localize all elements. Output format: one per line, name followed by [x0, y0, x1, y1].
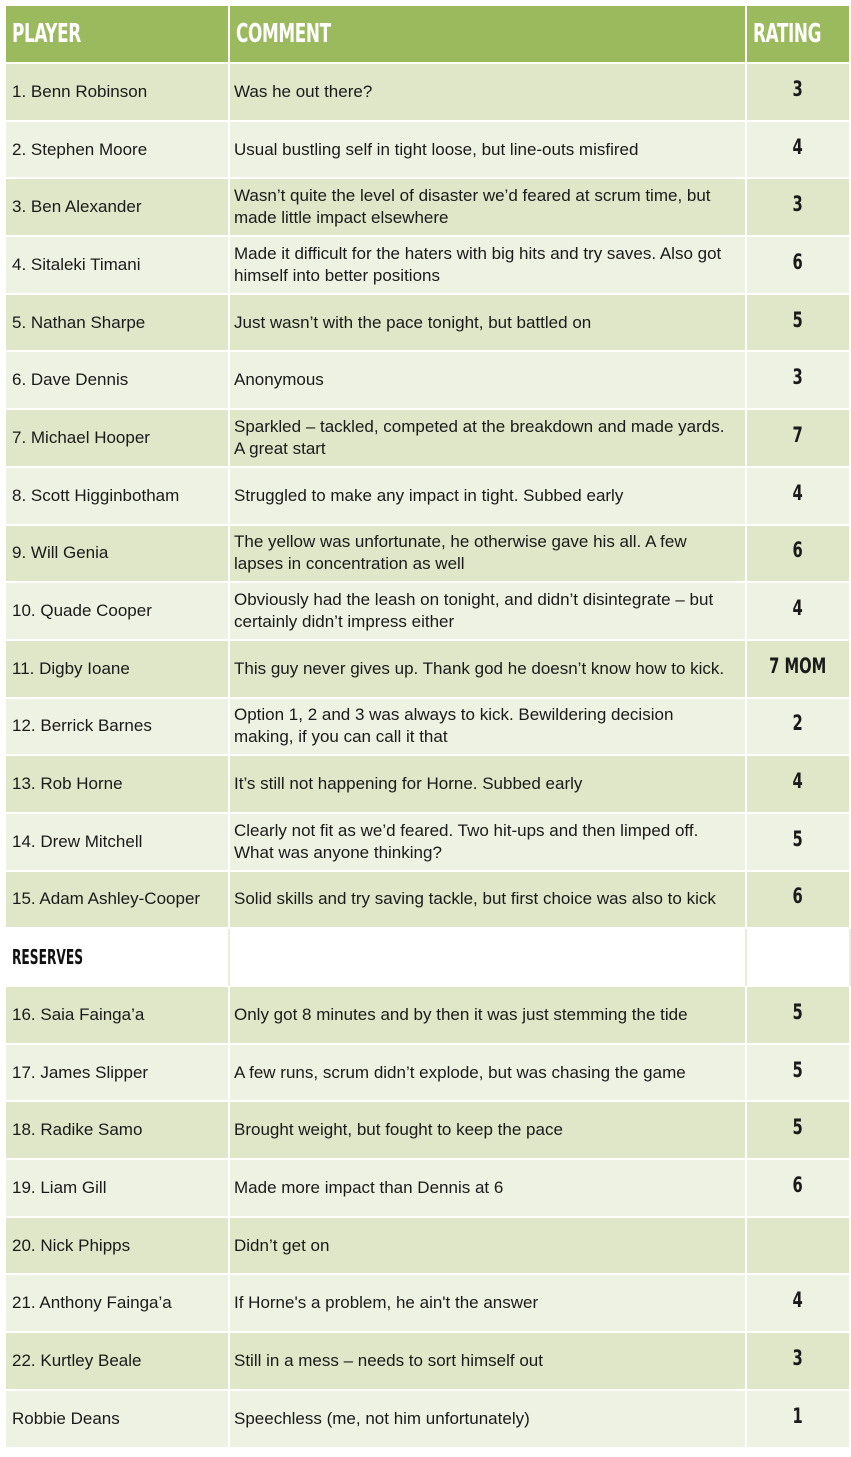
player-name: Robbie Deans — [6, 1391, 230, 1449]
player-rating-cell — [747, 987, 851, 1045]
player-rating: 5 — [792, 1057, 804, 1082]
player-rating: 3 — [792, 365, 804, 390]
player-rating: 6 — [792, 884, 804, 909]
player-name: 5. Nathan Sharpe — [6, 295, 230, 353]
player-name: 17. James Slipper — [6, 1045, 230, 1103]
ratings-table — [6, 6, 851, 1449]
player-rating-cell — [747, 1045, 851, 1103]
player-rating-cell — [747, 295, 851, 353]
header-player: PLAYER — [6, 6, 230, 64]
player-comment: Didn’t get on — [230, 1218, 747, 1276]
player-comment: Wasn’t quite the level of disaster we’d feared at scrum time, but made little impact elsewhere — [230, 179, 747, 237]
player-comment: It’s still not happening for Horne. Subbed early — [230, 756, 747, 814]
player-rating: 7 — [792, 422, 804, 447]
player-name: 14. Drew Mitchell — [6, 814, 230, 872]
player-rating-cell — [747, 814, 851, 872]
player-rating: 3 — [792, 76, 804, 101]
player-rating-cell — [747, 1275, 851, 1333]
player-comment: Sparkled – tackled, competed at the breakdown and made yards. A great start — [230, 410, 747, 468]
player-comment: Still in a mess – needs to sort himself out — [230, 1333, 747, 1391]
player-rating-cell — [747, 583, 851, 641]
player-rating: 5 — [792, 1115, 804, 1140]
player-rating: 1 — [792, 1403, 804, 1428]
player-rating: 4 — [792, 769, 804, 794]
player-comment: Obviously had the leash on tonight, and didn’t disintegrate – but certainly didn’t impress either — [230, 583, 747, 641]
player-name: 19. Liam Gill — [6, 1160, 230, 1218]
player-rating-cell — [747, 1102, 851, 1160]
player-comment: Option 1, 2 and 3 was always to kick. Bewildering decision making, if you can call it that — [230, 699, 747, 757]
player-rating: 3 — [792, 192, 804, 217]
player-name: 1. Benn Robinson — [6, 64, 230, 122]
player-name: 7. Michael Hooper — [6, 410, 230, 468]
player-name: 6. Dave Dennis — [6, 352, 230, 410]
player-comment: Speechless (me, not him unfortunately) — [230, 1391, 747, 1449]
player-name: 16. Saia Fainga’a — [6, 987, 230, 1045]
player-name: 9. Will Genia — [6, 526, 230, 584]
reserves-spacer-comment — [230, 929, 747, 987]
player-rating: 5 — [792, 307, 804, 332]
player-rating-cell — [747, 1218, 851, 1276]
player-name: 11. Digby Ioane — [6, 641, 230, 699]
player-name: 4. Sitaleki Timani — [6, 237, 230, 295]
player-comment: Anonymous — [230, 352, 747, 410]
player-comment: Usual bustling self in tight loose, but line-outs misfired — [230, 122, 747, 180]
player-name: 8. Scott Higginbotham — [6, 468, 230, 526]
reserves-spacer-rating — [747, 929, 851, 987]
player-rating: 4 — [792, 1288, 804, 1313]
player-rating-cell — [747, 179, 851, 237]
player-comment: Just wasn’t with the pace tonight, but battled on — [230, 295, 747, 353]
player-rating-cell — [747, 410, 851, 468]
reserves-heading-cell — [6, 929, 230, 987]
reserves-label: RESERVES — [12, 945, 84, 970]
player-comment: A few runs, scrum didn’t explode, but was chasing the game — [230, 1045, 747, 1103]
player-rating-cell — [747, 237, 851, 295]
header-rating: RATING — [747, 6, 851, 64]
player-rating-cell — [747, 641, 851, 699]
player-comment: Only got 8 minutes and by then it was just stemming the tide — [230, 987, 747, 1045]
player-comment: If Horne's a problem, he ain't the answer — [230, 1275, 747, 1333]
player-comment: The yellow was unfortunate, he otherwise gave his all. A few lapses in concentration as well — [230, 526, 747, 584]
player-comment: Clearly not fit as we’d feared. Two hit-ups and then limped off. What was anyone thinking? — [230, 814, 747, 872]
player-rating-cell — [747, 1391, 851, 1449]
player-name: 22. Kurtley Beale — [6, 1333, 230, 1391]
player-rating: 4 — [792, 134, 804, 159]
player-name: 18. Radike Samo — [6, 1102, 230, 1160]
player-name: 3. Ben Alexander — [6, 179, 230, 237]
player-comment: Solid skills and try saving tackle, but first choice was also to kick — [230, 872, 747, 930]
player-rating-cell — [747, 699, 851, 757]
player-comment: Struggled to make any impact in tight. Subbed early — [230, 468, 747, 526]
player-rating: 6 — [792, 538, 804, 563]
player-rating: 6 — [792, 249, 804, 274]
player-rating-cell — [747, 352, 851, 410]
player-comment: Made more impact than Dennis at 6 — [230, 1160, 747, 1218]
player-rating-cell — [747, 526, 851, 584]
player-name: 15. Adam Ashley-Cooper — [6, 872, 230, 930]
player-rating-cell — [747, 872, 851, 930]
player-rating-cell — [747, 756, 851, 814]
player-name: 10. Quade Cooper — [6, 583, 230, 641]
player-comment: Was he out there? — [230, 64, 747, 122]
player-rating: 5 — [792, 999, 804, 1024]
player-comment: This guy never gives up. Thank god he doesn’t know how to kick. — [230, 641, 747, 699]
player-rating-cell — [747, 1160, 851, 1218]
player-rating: 3 — [792, 1345, 804, 1370]
player-rating: 7 MOM — [769, 653, 827, 678]
player-name: 12. Berrick Barnes — [6, 699, 230, 757]
player-rating-cell — [747, 122, 851, 180]
header-comment: COMMENT — [230, 6, 747, 64]
player-rating-cell — [747, 64, 851, 122]
player-name: 2. Stephen Moore — [6, 122, 230, 180]
player-rating-cell — [747, 1333, 851, 1391]
player-name: 21. Anthony Fainga’a — [6, 1275, 230, 1333]
player-comment: Brought weight, but fought to keep the pace — [230, 1102, 747, 1160]
player-rating: 4 — [792, 480, 804, 505]
player-rating: 4 — [792, 596, 804, 621]
player-name: 20. Nick Phipps — [6, 1218, 230, 1276]
player-name: 13. Rob Horne — [6, 756, 230, 814]
player-rating: 5 — [792, 826, 804, 851]
player-rating-cell — [747, 468, 851, 526]
player-comment: Made it difficult for the haters with big hits and try saves. Also got himself into better positions — [230, 237, 747, 295]
player-rating: 2 — [792, 711, 804, 736]
player-rating: 6 — [792, 1172, 804, 1197]
